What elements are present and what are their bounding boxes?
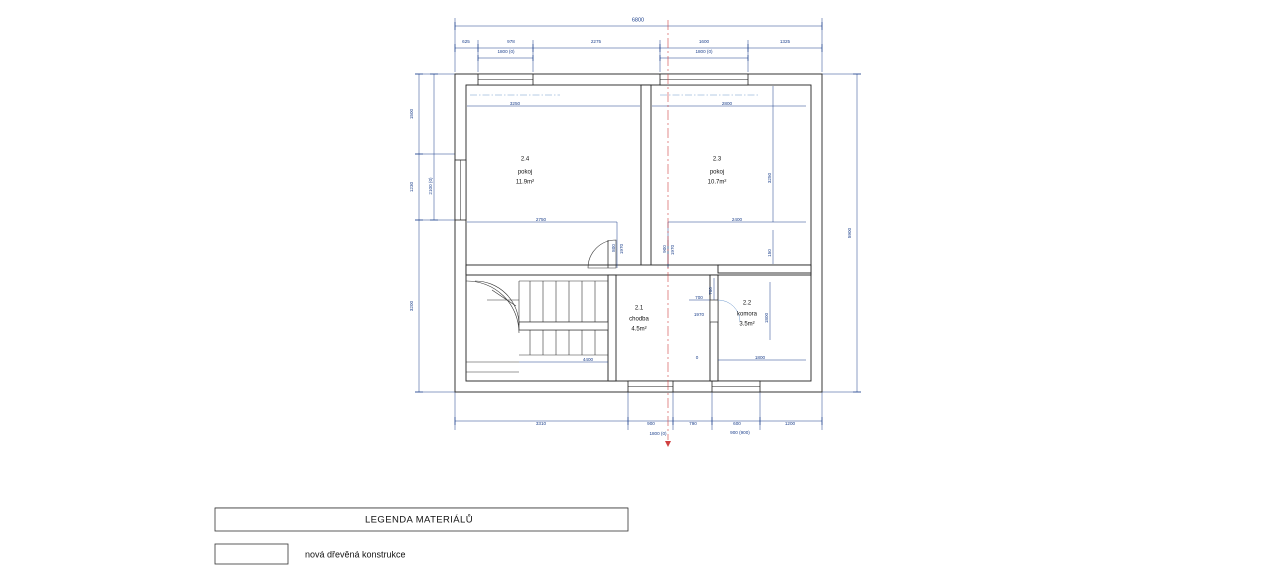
- inner-dim-17: 4400: [582, 357, 594, 363]
- inner-dim-4: 2400: [731, 217, 743, 223]
- svg-text:komora: komora: [736, 311, 758, 318]
- legend-item-label: nová dřevěná konstrukce: [305, 549, 406, 560]
- legend: [215, 508, 628, 564]
- svg-text:11.9m²: 11.9m²: [515, 179, 535, 186]
- dim-left-sub-1: 2100 (0): [428, 177, 434, 195]
- dim-top-opening-2: 1800 (0): [695, 49, 713, 55]
- inner-dim-15: 1800: [754, 355, 766, 361]
- dim-bottom-4: 600: [733, 421, 741, 427]
- outer-walls: [455, 74, 822, 392]
- dim-bottom-opening-1: 1800 (0): [649, 431, 667, 437]
- top-dimension-chain: [455, 17, 822, 72]
- svg-text:pokoj: pokoj: [517, 169, 533, 176]
- bottom-dimension-chain: [455, 392, 822, 436]
- inner-dim-5: 3250: [767, 172, 773, 184]
- dim-bottom-5: 1200: [784, 421, 796, 427]
- inner-dim-11: 700: [695, 295, 703, 301]
- inner-dim-16: 0: [695, 355, 699, 361]
- inner-dim-9: 900: [662, 245, 668, 253]
- dim-top-2: 978: [507, 39, 515, 45]
- dim-top-opening-1: 1800 (0): [497, 49, 515, 55]
- dim-bottom-3: 790: [689, 421, 697, 427]
- dim-total-width: 6800: [631, 17, 645, 24]
- legend-title: LEGENDA MATERIÁLŮ: [365, 514, 473, 526]
- inner-dim-8: 1970: [619, 243, 625, 255]
- inner-dim-10: 1970: [670, 244, 676, 256]
- dim-top-3: 2275: [590, 39, 602, 45]
- dim-total-height: 5900: [847, 227, 853, 239]
- inner-dim-12: 1970: [693, 312, 705, 318]
- left-dimension-chain: [409, 74, 462, 392]
- right-dimension-chain: [822, 74, 861, 392]
- svg-text:4.5m²: 4.5m²: [631, 326, 647, 333]
- inner-dim-2: 2800: [721, 101, 733, 107]
- dim-top-1: 625: [462, 39, 470, 45]
- svg-text:3.5m²: 3.5m²: [739, 321, 755, 328]
- inner-dim-1: 3250: [509, 101, 521, 107]
- dim-bottom-opening-2: 900 (900): [730, 430, 750, 436]
- inner-dim-7: 800: [611, 244, 617, 252]
- dim-top-4: 1600: [698, 39, 710, 45]
- svg-text:2.4: 2.4: [520, 156, 530, 163]
- inner-dim-3: 2750: [535, 217, 547, 223]
- inner-dim-13: 700: [708, 287, 714, 295]
- legend-swatch-new-timber: [215, 544, 288, 564]
- dim-bottom-2: 900: [647, 421, 655, 427]
- svg-text:chodba: chodba: [629, 316, 649, 323]
- svg-text:2.2: 2.2: [742, 300, 752, 307]
- svg-text:10.7m²: 10.7m²: [707, 179, 727, 186]
- svg-text:2.3: 2.3: [712, 156, 722, 163]
- dim-bottom-1: 3310: [535, 421, 547, 427]
- svg-text:2.1: 2.1: [634, 305, 644, 312]
- svg-text:pokoj: pokoj: [709, 169, 725, 176]
- inner-dim-6: 150: [767, 249, 773, 257]
- inner-dim-14: 1800: [764, 312, 770, 324]
- dim-left-1: 1500: [409, 108, 415, 120]
- dim-top-5: 1325: [779, 39, 791, 45]
- dim-left-2: 1230: [409, 181, 415, 193]
- dim-left-3: 3200: [409, 300, 415, 312]
